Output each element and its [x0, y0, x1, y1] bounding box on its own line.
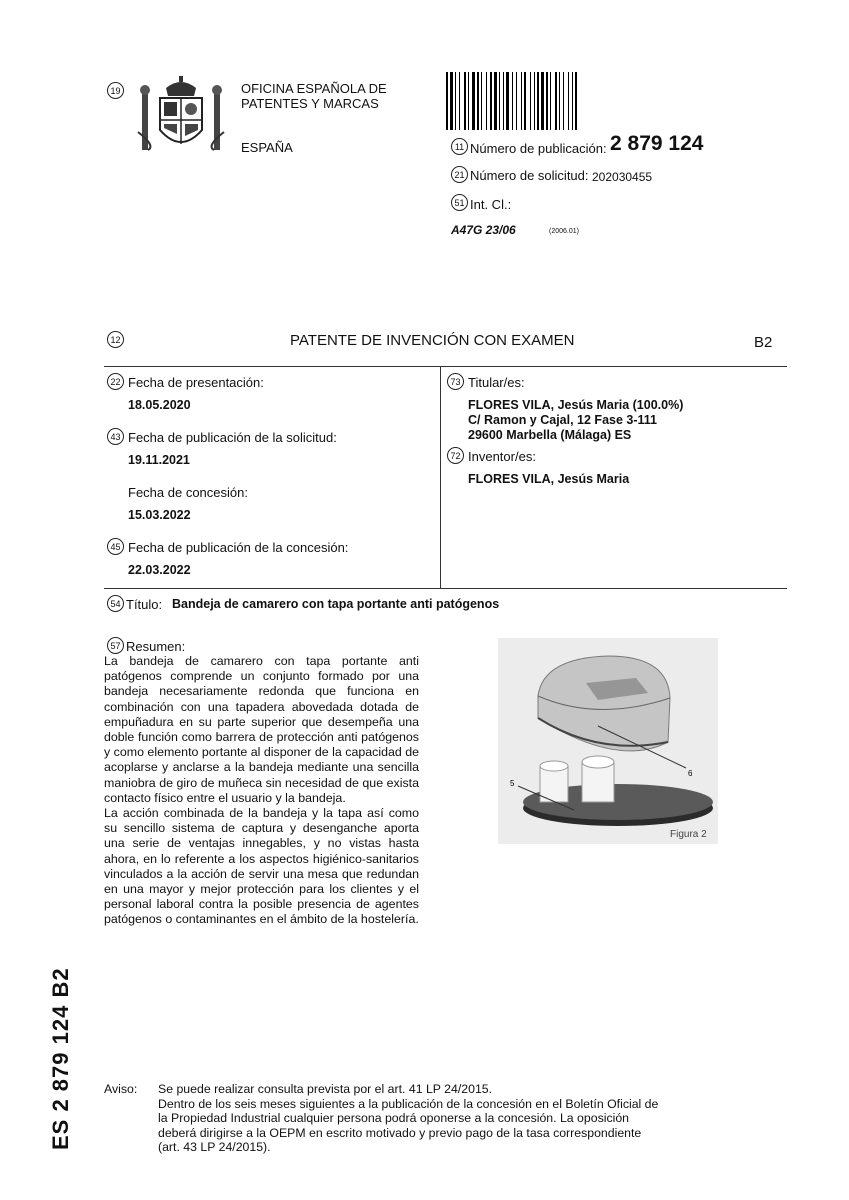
application-number-label: Número de solicitud:: [470, 168, 589, 183]
holder-block: [468, 398, 683, 443]
inid-code-43: 43: [107, 428, 124, 445]
inid-code-73: 73: [447, 373, 464, 390]
abstract-text: [104, 654, 419, 928]
inid-code-57: 57: [107, 637, 124, 654]
patent-figure: [498, 638, 718, 844]
notice-line-2: Dentro de los seis meses siguientes a la publicación de la concesión en el Boletín Oficial de: [158, 1096, 659, 1111]
grant-publication-label: Fecha de publicación de la concesión:: [128, 540, 349, 555]
spine-publication-id: ES 2 879 124 B2: [48, 967, 73, 1150]
application-publication-date: 19.11.2021: [128, 453, 190, 467]
inid-code-22: 22: [107, 373, 124, 390]
inid-code-21: 21: [451, 166, 468, 183]
divider-vertical: [440, 366, 441, 588]
filing-date: 18.05.2020: [128, 398, 191, 412]
notice-line-3: la Propiedad Industrial cualquier persona podrá oponerse a la concesión. La oposición: [158, 1111, 630, 1126]
inid-code-54: 54: [107, 595, 124, 612]
notice-line-1: Se puede realizar consulta prevista por el art. 41 LP 24/2015.: [158, 1082, 493, 1096]
inventor-label: Inventor/es:: [468, 449, 536, 464]
divider-top: [104, 366, 787, 367]
filing-date-label: Fecha de presentación:: [128, 375, 264, 390]
notice-line-5: (art. 43 LP 24/2015).: [158, 1140, 271, 1155]
int-cl-value: A47G 23/06: [451, 223, 516, 237]
holder-address-2: 29600 Marbella (Málaga) ES: [468, 428, 632, 442]
application-number: 202030455: [592, 170, 653, 184]
inid-code-45: 45: [107, 538, 124, 555]
abstract-paragraph-1: La bandeja de camarero con tapa portante anti patógenos comprende un conjunto formado por una bandeja necesariamente redonda que funciona en combinación con una tapadera abovedada dotada de empuñadura en su parte superior que desempeña una doble función como barrera de protección anti patógenos y como elemento portante al disponer de la capacidad de acoplarse y anclarse a la bandeja mediante una sencilla maniobra de giro de muñeca sin necesidad de que exista contacto físico entre el usuario y la bandeja.: [104, 654, 419, 805]
inid-code-11: 11: [451, 138, 468, 155]
grant-date: 15.03.2022: [128, 508, 191, 522]
notice: [104, 1082, 658, 1155]
figure-caption: Figura 2: [670, 829, 707, 840]
country: ESPAÑA: [241, 140, 293, 155]
int-cl-date: (2006.01): [549, 228, 579, 235]
holder-label: Titular/es:: [468, 375, 525, 390]
patent-title: Bandeja de camarero con tapa portante anti patógenos: [172, 597, 500, 611]
notice-label: Aviso:: [104, 1082, 138, 1096]
notice-body: [158, 1082, 658, 1155]
document-type: PATENTE DE INVENCIÓN CON EXAMEN: [290, 332, 575, 349]
holder-address-1: C/ Ramon y Cajal, 12 Fase 3-111: [468, 413, 657, 427]
inid-code-19: 19: [107, 82, 124, 99]
publication-number-label: Número de publicación:: [470, 141, 607, 156]
grant-publication-date: 22.03.2022: [128, 563, 191, 577]
kind-code: B2: [754, 334, 773, 351]
coat-of-arms-icon: [136, 76, 226, 156]
application-publication-label: Fecha de publicación de la solicitud:: [128, 430, 337, 445]
abstract-paragraph-2: La acción combinada de la bandeja y la tapa así como su sencillo sistema de captura y desenganche aporta una serie de ventajas innegables, y no vistas hasta ahora, en lo referente a los aspectos higiénico-sanitarios vinculados a la acción de servir una mesa que redundan en una mayor y mejor protección para los clientes y el personal laboral contra la posible presencia de agentes patógenos o contaminantes en el ámbito de la hostelería.: [104, 806, 419, 927]
abstract-label: Resumen:: [126, 639, 186, 654]
holder-name: FLORES VILA, Jesús Maria (100.0%): [468, 398, 684, 412]
grant-date-label: Fecha de concesión:: [128, 485, 248, 500]
title-label: Título:: [126, 597, 163, 612]
tray-with-lid-illustration: [498, 638, 718, 844]
office-line-2: PATENTES Y MARCAS: [241, 96, 379, 111]
inid-code-72: 72: [447, 447, 464, 464]
figure-ref-5: 5: [510, 779, 515, 788]
inid-code-51: 51: [451, 194, 468, 211]
notice-line-4: deberá dirigirse a la OEPM en escrito motivado y previo pago de la tasa correspondiente: [158, 1125, 642, 1140]
publication-number: 2 879 124: [610, 132, 704, 155]
figure-ref-6: 6: [688, 769, 693, 778]
inid-code-12: 12: [107, 331, 124, 348]
office-name: [241, 81, 387, 111]
int-cl-label: Int. Cl.:: [470, 197, 512, 212]
inventor-name: FLORES VILA, Jesús Maria: [468, 472, 630, 486]
divider-bottom: [104, 588, 787, 589]
office-line-1: OFICINA ESPAÑOLA DE: [241, 81, 387, 96]
barcode-icon: [446, 72, 721, 130]
